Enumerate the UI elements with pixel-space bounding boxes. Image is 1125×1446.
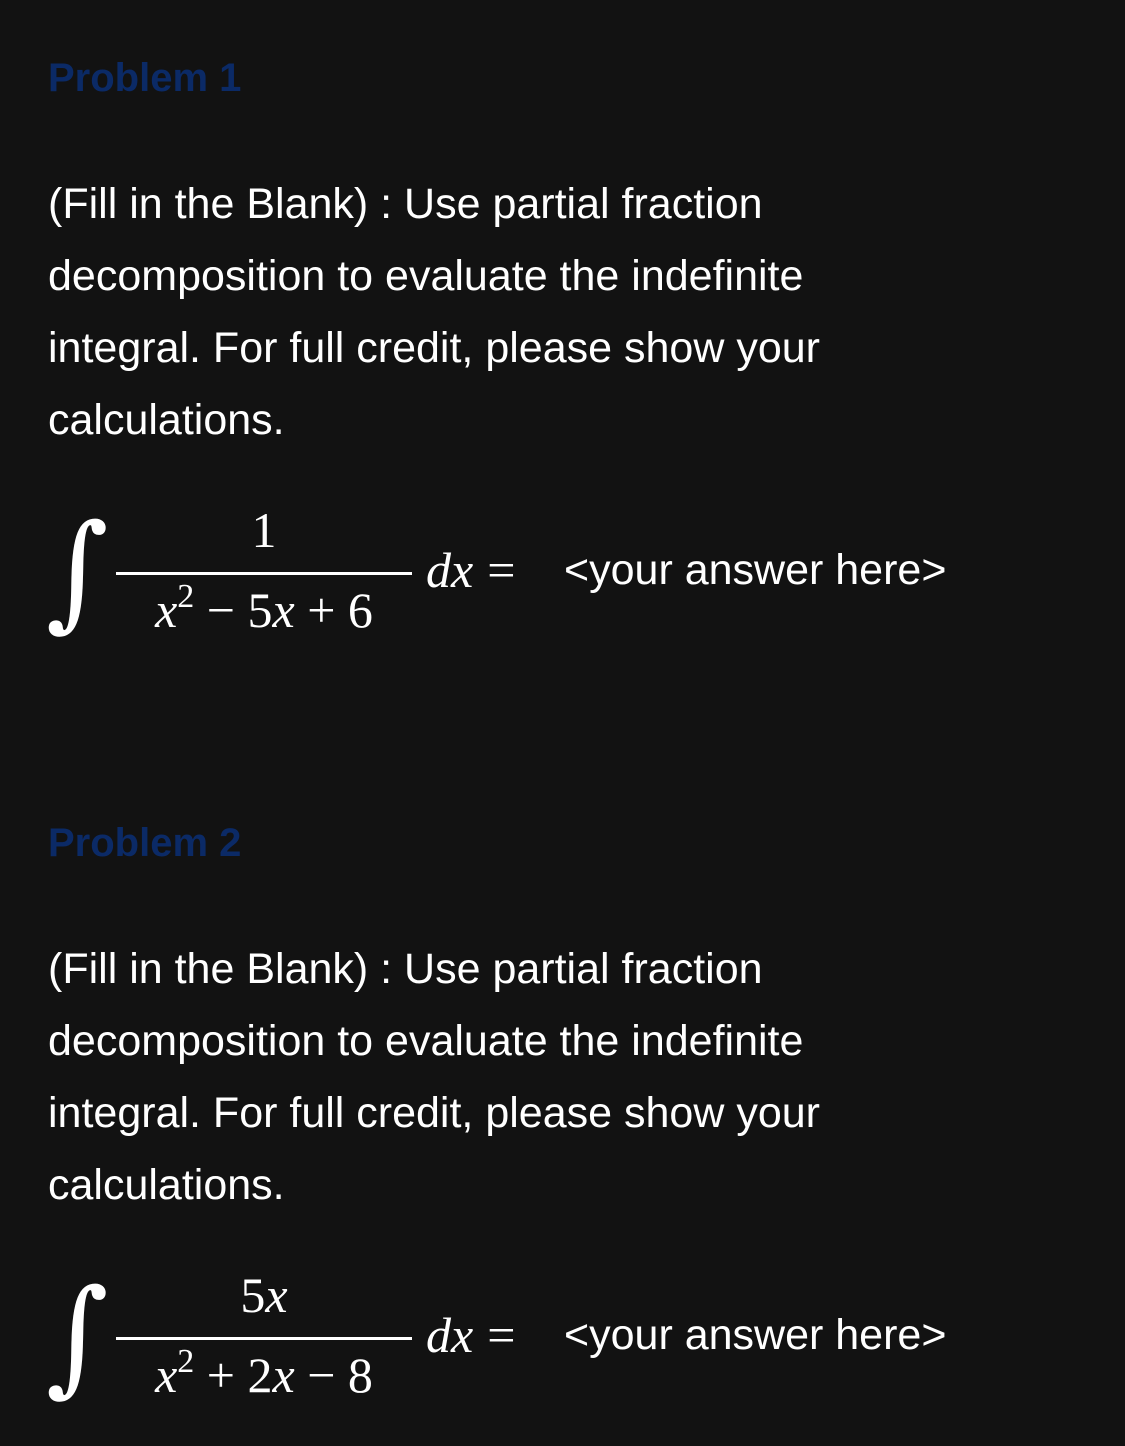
fraction	[116, 1267, 412, 1417]
denominator-term-constant: − 8	[294, 1347, 373, 1403]
fraction-bar	[116, 572, 412, 575]
denominator-term-coefficient: − 5	[194, 582, 273, 638]
problem-2-equation	[46, 1263, 1078, 1417]
answer-blank[interactable]: <your answer here>	[564, 546, 947, 594]
fraction-numerator	[116, 1265, 412, 1325]
fraction	[116, 502, 412, 652]
equals-sign: =	[487, 542, 516, 598]
answer-blank[interactable]: <your answer here>	[564, 1311, 947, 1359]
problem-1	[48, 50, 1078, 652]
problem-1-equation	[46, 498, 1078, 652]
numerator-var-x: x	[265, 1267, 288, 1323]
denominator-term-coefficient: + 2	[194, 1347, 273, 1403]
problem-2-title: Problem 2	[48, 821, 242, 865]
problem-2-instructions: (Fill in the Blank) : Use partial fraction decomposition to evaluate the indefinite integral. For full credit, please show your calculations.	[48, 945, 820, 1209]
equals-sign: =	[487, 1307, 516, 1363]
differential: dx	[426, 542, 474, 598]
fraction-bar	[116, 1337, 412, 1340]
differential: dx	[426, 1307, 474, 1363]
fraction-numerator: 1	[251, 502, 277, 558]
differential-and-equals	[426, 540, 515, 600]
denominator-term-constant: + 6	[294, 582, 373, 638]
differential-and-equals	[426, 1305, 515, 1365]
denominator-var-x: x	[272, 1347, 295, 1403]
numerator-coefficient: 5	[240, 1267, 266, 1323]
denominator-var-x: x	[155, 582, 178, 638]
denominator-exponent: 2	[177, 1343, 195, 1380]
problem-2	[48, 815, 1078, 1417]
denominator-var-x: x	[155, 1347, 178, 1403]
problem-1-instructions: (Fill in the Blank) : Use partial fraction decomposition to evaluate the indefinite integral. For full credit, please show your calculations.	[48, 180, 820, 444]
fraction-denominator	[116, 580, 412, 640]
problem-1-title: Problem 1	[48, 56, 242, 100]
integral-sign: ∫	[46, 1263, 109, 1410]
denominator-var-x: x	[272, 582, 295, 638]
fraction-denominator	[116, 1345, 412, 1405]
integral-sign: ∫	[46, 498, 109, 645]
denominator-exponent: 2	[177, 578, 195, 615]
